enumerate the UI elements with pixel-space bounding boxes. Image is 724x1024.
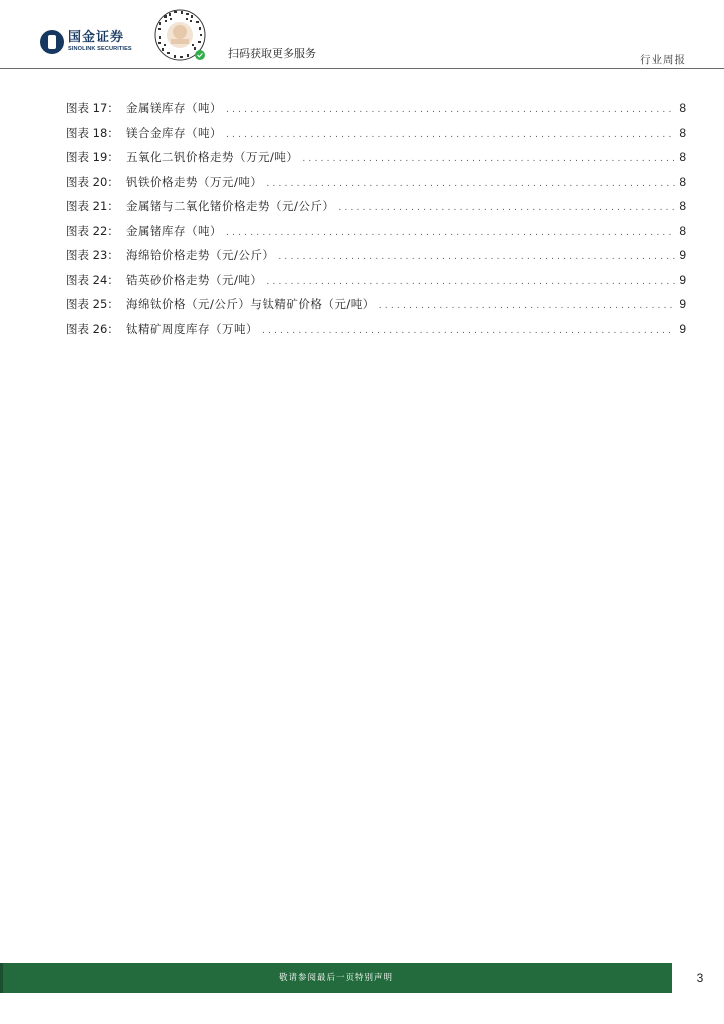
toc-entry[interactable] (66, 321, 686, 346)
figure-title: 钒铁价格走势（万元/吨） (126, 174, 263, 189)
dot-leader (302, 154, 675, 164)
figure-title: 金属锗与二氧化锗价格走势（元/公斤） (126, 199, 335, 213)
figure-page: 9 (679, 272, 686, 287)
figure-title: 海绵铪价格走势（元/公斤） (126, 248, 275, 262)
figure-number: 图表 23： (66, 248, 119, 262)
dot-leader (338, 203, 675, 213)
dot-leader (266, 179, 675, 189)
toc-entry[interactable] (66, 174, 686, 199)
figure-number: 图表 25： (66, 297, 119, 311)
figure-page: 8 (679, 174, 686, 189)
toc-entry[interactable] (66, 272, 686, 297)
figure-number: 图表 18： (66, 125, 119, 140)
figure-title: 金属锗库存（吨） (126, 223, 222, 238)
table-of-figures (66, 100, 686, 345)
logo-name-cn: 国金证券 (68, 30, 125, 45)
figure-title: 钛精矿周度库存（万吨） (126, 321, 258, 336)
figure-title: 海绵钛价格（元/公斤）与钛精矿价格（元/吨） (126, 297, 375, 311)
figure-page: 8 (679, 125, 686, 140)
figure-page: 8 (679, 223, 686, 238)
page-number: 3 (696, 971, 704, 985)
figure-title: 金属镁库存（吨） (126, 101, 222, 115)
dot-leader (266, 277, 675, 287)
toc-entry[interactable] (66, 125, 686, 150)
figure-page: 9 (679, 297, 686, 311)
figure-title: 五氧化二钒价格走势（万元/吨） (126, 150, 299, 164)
report-type: 行业周报 (640, 54, 686, 66)
figure-number: 图表 21： (66, 199, 119, 213)
dot-leader (278, 252, 675, 262)
figure-page: 9 (679, 248, 686, 262)
footer-disclaimer: 敬请参阅最后一页特别声明 (278, 973, 393, 983)
page-header (0, 0, 724, 70)
header-divider (0, 68, 724, 69)
dot-leader (226, 130, 675, 140)
figure-title: 锆英砂价格走势（元/吨） (126, 272, 263, 287)
page-footer (0, 963, 724, 993)
dot-leader (226, 228, 675, 238)
figure-number: 图表 20： (66, 174, 119, 189)
logo-name-en: SINOLINK SECURITIES (68, 46, 132, 52)
figure-number: 图表 22： (66, 223, 119, 238)
qr-caption: 扫码获取更多服务 (228, 47, 316, 60)
figure-page: 8 (679, 101, 686, 115)
figure-number: 图表 19： (66, 150, 119, 164)
toc-entry[interactable] (66, 223, 686, 248)
figure-page: 8 (679, 199, 686, 213)
figure-page: 9 (679, 321, 686, 336)
figure-title: 镁合金库存（吨） (126, 125, 222, 140)
figure-page: 8 (679, 150, 686, 164)
toc-entry[interactable] (66, 247, 686, 272)
company-logo (40, 30, 132, 54)
dot-leader (226, 105, 675, 115)
dot-leader (262, 326, 675, 336)
figure-number: 图表 17： (66, 101, 119, 115)
toc-entry[interactable] (66, 100, 686, 125)
qr-code-icon (150, 6, 216, 64)
figure-number: 图表 26： (66, 321, 119, 336)
dot-leader (379, 301, 676, 311)
toc-entry[interactable] (66, 198, 686, 223)
figure-number: 图表 24： (66, 272, 119, 287)
toc-entry[interactable] (66, 149, 686, 174)
toc-entry[interactable] (66, 296, 686, 321)
logo-mark-icon (40, 30, 64, 54)
